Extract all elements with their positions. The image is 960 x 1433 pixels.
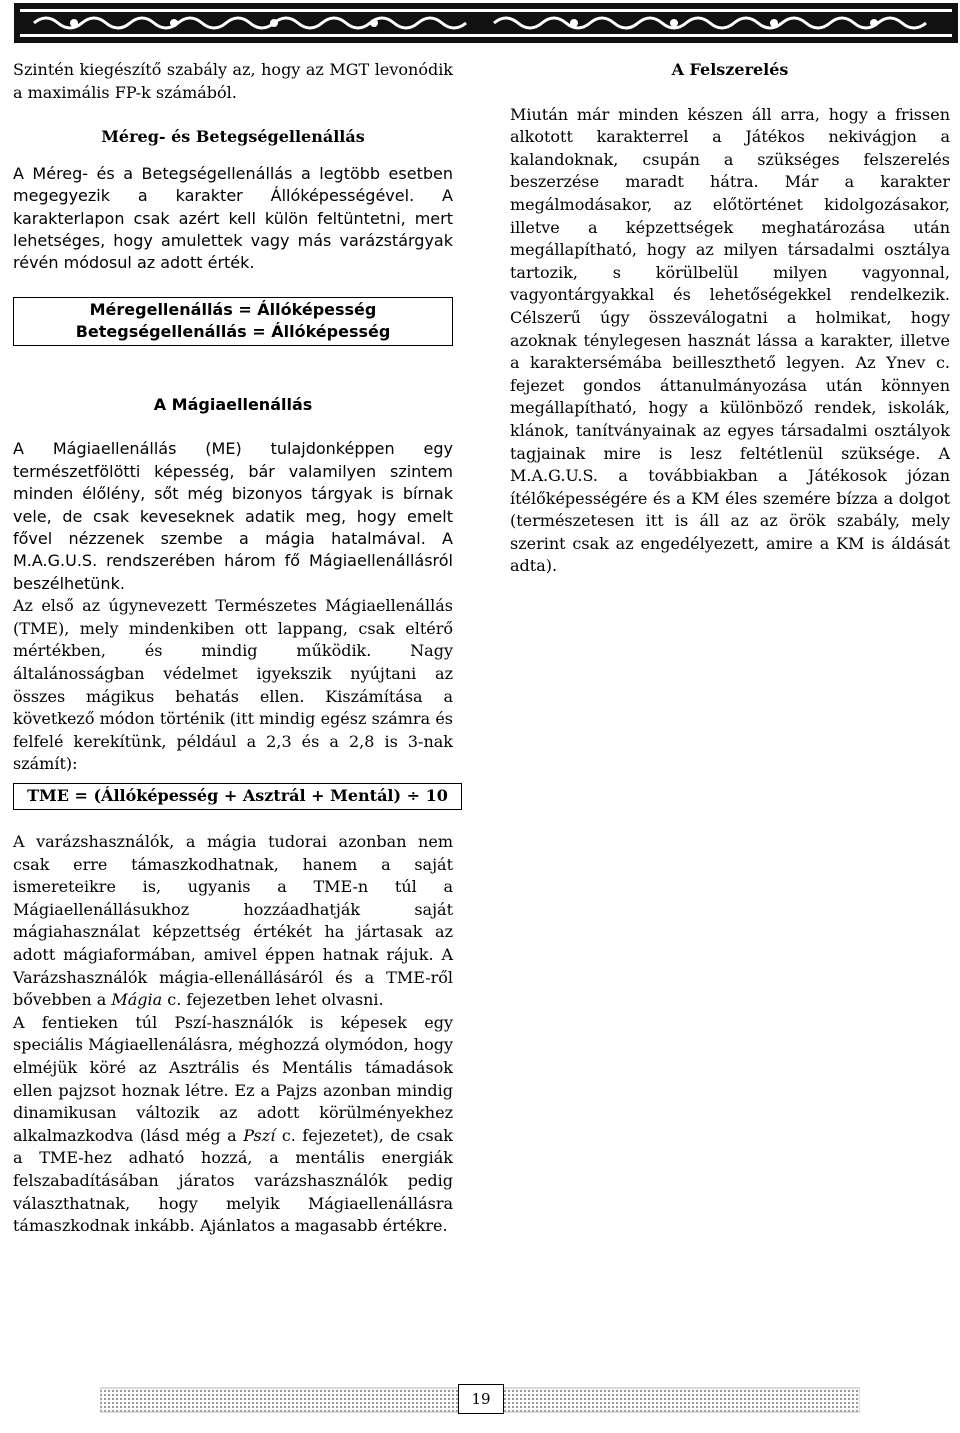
decorative-banner: [14, 3, 958, 43]
equipment-heading: A Felszerelés: [671, 60, 789, 79]
psi-text-b: c. fejezetet), de csak a TME-hez adható hozzá, a mentális energiák felszabadításában járatos varázshasználók pedig választhatnak, hogy melyik Mágiaellenállásra támaszkodnak inkább. Ajánlatos a magasabb értékre.: [13, 1125, 453, 1236]
magic-resistance-paragraph-2: Az első az úgynevezett Természetes Mágiaellenállás (TME), mely mindenkiben ott lappang, csak eltérő mértékben, és mindig működik. Nagy általánosságban védelmet igyekszik nyújtani az összes mágikus behatás ellen. Kiszámítása a következő módon történik (itt mindig egész számra és felfelé kerekítünk, például a 2,3 és a 2,8 is 3-nak számít):: [13, 596, 453, 774]
left-column: [13, 59, 453, 776]
poison-formula: Méregellenállás = Állóképesség: [89, 299, 377, 319]
poison-disease-paragraph: A Méreg- és a Betegségellenállás a legtöbb esetben megegyezik a karakter Állóképességével. A karakterlapon csak azért kell külön feltüntetni, mert lehetséges, hogy amulettek vagy más varázstárgyak révén módosul az adott érték.: [13, 163, 453, 273]
psi-shield-paragraph: [13, 1012, 453, 1238]
caster-text-a: A varázshasználók, a mágia tudorai azonban nem csak erre támaszkodhatnak, hanem a saját ismereteikre is, ugyanis a TME-n túl a Mágiaellenállásukhoz hozzáadhatják saját mágiahasználat képzettség értékét ha jártasak az adott mágiaformában, amivel éppen hatnak rájuk. A Varázshasználók mágia-ellenállásáról és a TME-ről bővebben a: [13, 832, 453, 1010]
tme-formula-box: TME = (Állóképesség + Asztrál + Mentál) ÷ 10: [13, 783, 462, 810]
caster-resistance-paragraph: [13, 831, 453, 1012]
page-number: 19: [458, 1384, 504, 1414]
lower-left-column: [13, 831, 453, 1238]
disease-formula: Betegségellenállás = Állóképesség: [75, 321, 391, 341]
poison-disease-heading: Méreg- és Betegségellenállás: [101, 127, 365, 147]
magic-chapter-ref: Mágia: [111, 990, 163, 1010]
right-column: [510, 59, 950, 578]
magic-resistance-paragraph-1: A Mágiaellenállás (ME) tulajdonképpen egy természetfölötti képesség, bár valamilyen szintem minden élőlény, sőt még bizonyos tárgyak is bírnak vele, de csak keveseknek adatik meg, hogy emelt fővel nézzenek szembe a mágia hatalmával. A M.A.G.U.S. rendszerében három fő Mágiaellenállásról beszélhetünk.: [13, 439, 453, 593]
psi-text-a: A fentieken túl Pszí-használók is képesek egy speciális Mágiaellenálásra, méghozzá olymódon, hogy elméjük köré az Asztrális és Mentális támadások ellen pajzsot hoznak létre. Ez a Pajzs azonban mindig dinamikusan változik az adott körülményekhez alkalmazkodva (lásd még a: [13, 1012, 453, 1145]
intro-paragraph: Szintén kiegészítő szabály az, hogy az MGT levonódik a maximális FP-k számából.: [13, 60, 453, 102]
equipment-paragraph: Miután már minden készen áll arra, hogy a frissen alkotott karakterrel a Játékos nekivágjon a kalandoknak, csupán a szükséges felszerelés beszerzése maradt hátra. Már a karakter megálmodásakor, az előtörténet kidolgozásakor, illetve a képzettségek meghatározása után megállapítható, hogy az milyen társadalmi osztálya tartozik, s körülbelül milyen vagyonnal, vagyontárgyakkal és lehetőségekkel rendelkezik. Célszerű úgy összeválogatni a holmikat, hogy azoknak ténylegesen hasznát lássa a karakter, illetve a karaktersémába beilleszthető legyen. Az Ynev c. fejezet gondos áttanulmányozása után könnyen megállapítható, hogy a különböző rendek, iskolák, klánok, tanítványainak az egyes társadalmi osztályok tagjainak mire is lesz feltétlenül szüksége. A M.A.G.U.S. a továbbiakban a Játékosok józan ítélőképességére és a KM éles szemére bízza a dolgot (természetesen itt is áll az az örök szabály, mely szerint csak az engedélyezett, amire a KM is áldását adta).: [510, 104, 950, 576]
magic-resistance-heading: A Mágiaellenállás: [153, 394, 313, 414]
psi-chapter-ref: Pszí: [243, 1125, 276, 1145]
resistance-formula-box: [13, 297, 453, 346]
caster-text-b: c. fejezetben lehet olvasni.: [162, 990, 384, 1010]
